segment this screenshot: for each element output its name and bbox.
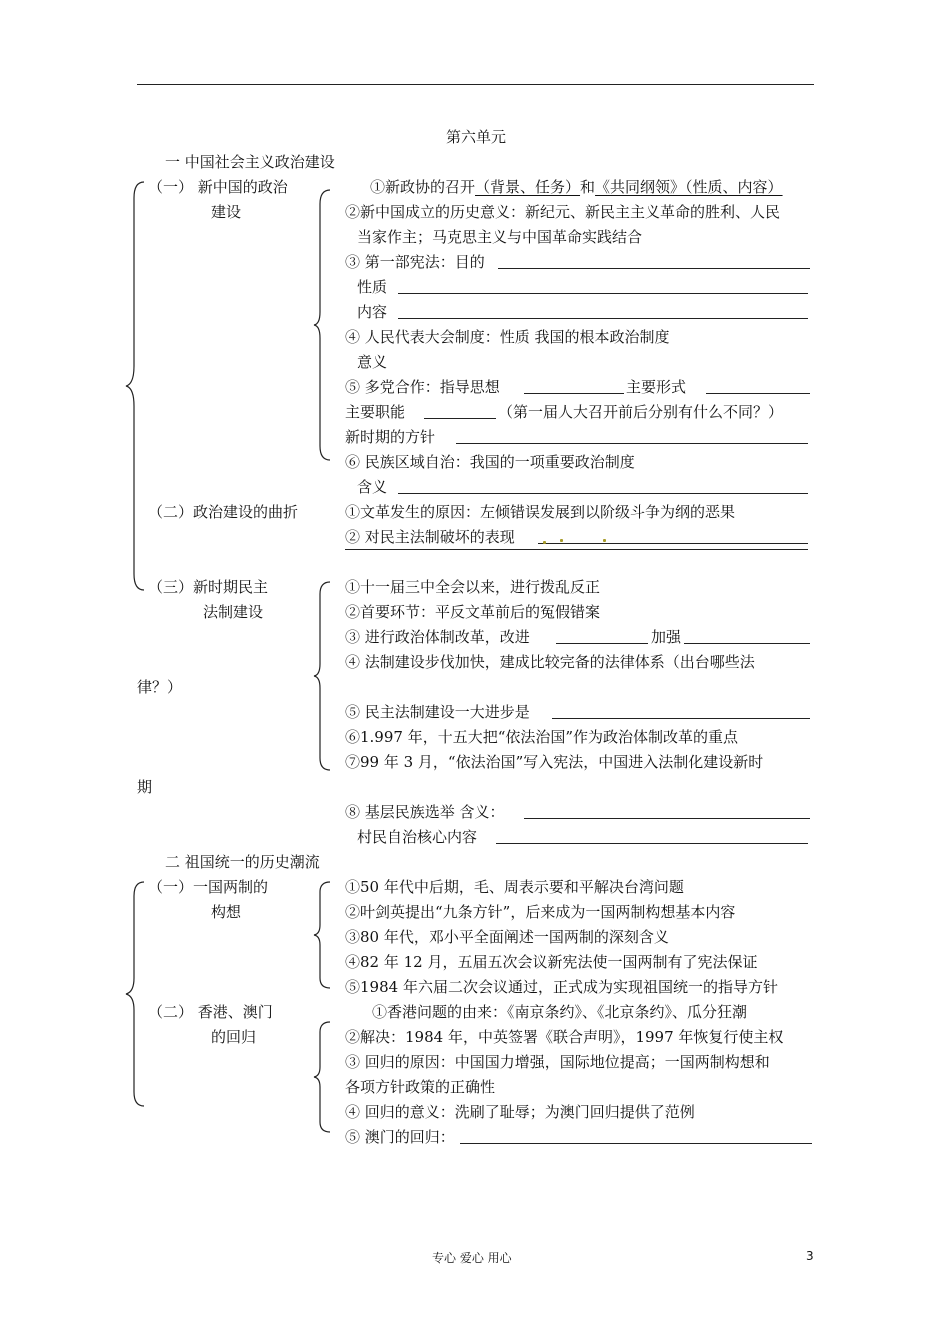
blank-main-function (424, 418, 496, 419)
mark-dot (560, 539, 563, 542)
g3-line-3b: 加强 (651, 628, 682, 646)
page-number: 3 (806, 1249, 814, 1263)
s2g1-line-2: ②叶剑英提出“九条方针”，后来成为一国两制构想基本内容 (345, 903, 736, 921)
blank-village-core (496, 843, 808, 844)
sec2-group-1-brace (312, 878, 334, 992)
g1-line-5: 性质 (357, 278, 388, 296)
blank-constitution-content (398, 318, 808, 319)
sec2-group-2-label-b: 的回归 (211, 1028, 257, 1046)
g3-line-2: ②首要环节：平反文革前后的冤假错案 (345, 603, 601, 621)
g1-line-6: 内容 (357, 303, 388, 321)
g1-line-13: 含义 (357, 478, 388, 496)
page-title: 第六单元 (446, 128, 507, 146)
blank-destruction-examples (538, 543, 808, 544)
blank-destruction-examples-2 (345, 549, 808, 550)
section-2-heading: 二 祖国统一的历史潮流 (165, 853, 320, 871)
blank-strengthen (684, 643, 810, 644)
group-3-label-b: 法制建设 (203, 603, 264, 621)
group-3-label-a: （三）新时期民主 (148, 578, 269, 596)
g1-line-2: ②新中国成立的历史意义：新纪元、新民主主义革命的胜利、人民 (345, 203, 781, 221)
s2g1-line-3: ③80 年代，邓小平全面阐述一国两制的深刻含义 (345, 928, 669, 946)
g3-line-1: ①十一届三中全会以来，进行拨乱反正 (345, 578, 601, 596)
g3-line-6: ⑥1.997 年，十五大把“依法治国”作为政治体制改革的重点 (345, 728, 739, 746)
g1-line-9a: ⑤ 多党合作：指导思想 (345, 378, 500, 396)
s2g2-line-5: ④ 回归的意义：洗刷了耻辱；为澳门回归提供了范例 (345, 1103, 695, 1121)
group-2-label: （二）政治建设的曲折 (148, 503, 299, 521)
g1-line-9b: 主要形式 (626, 378, 687, 396)
g3-line-8: ⑧ 基层民族选举 含义： (345, 803, 505, 821)
sec2-group-2-brace (312, 1018, 334, 1136)
sec2-group-2-label-a: （二） 香港、澳门 (148, 1003, 273, 1021)
g2-line-2: ② 对民主法制破坏的表现 (345, 528, 515, 546)
g2-line-1: ①文革发生的原因：左倾错误发展到以阶级斗争为纲的恶果 (345, 503, 736, 521)
blank-main-form (706, 393, 810, 394)
blank-constitution-purpose (498, 268, 810, 269)
blank-improve (556, 643, 648, 644)
g3-line-9: 村民自治核心内容 (357, 828, 478, 846)
s2g2-line-3: ③ 回归的原因：中国国力增强，国际地位提高；一国两制构想和 (345, 1053, 770, 1071)
g3-line-5: ⑤ 民主法制建设一大进步是 (345, 703, 530, 721)
g1-line-8: 意义 (357, 353, 388, 371)
blank-autonomy-meaning (398, 493, 808, 494)
blank-macau-return (460, 1143, 812, 1144)
footer-motto: 专心 爱心 用心 (432, 1251, 512, 1265)
s2g1-line-5: ⑤1984 年六届二次会议通过，正式成为实现祖国统一的指导方针 (345, 978, 778, 996)
g1-line-4: ③ 第一部宪法：目的 (345, 253, 485, 271)
section-1-brace (124, 178, 148, 594)
s2g2-line-2: ②解决：1984 年，中英签署《联合声明》，1997 年恢复行使主权 (345, 1028, 784, 1046)
mark-dot (543, 541, 546, 544)
blank-big-progress (552, 718, 810, 719)
g3-line-7-cont: 期 (137, 778, 153, 796)
g1-line-10b: （第一届人大召开前后分别有什么不同？） (498, 403, 784, 421)
g1-line-12: ⑥ 民族区域自治：我国的一项重要政治制度 (345, 453, 635, 471)
g1-line-7: ④ 人民代表大会制度：性质 我国的根本政治制度 (345, 328, 670, 346)
g1-line-11: 新时期的方针 (345, 428, 436, 446)
g3-line-7: ⑦99 年 3 月，“依法治国”写入宪法，中国进入法制化建设新时 (345, 753, 764, 771)
section-1-heading: 一 中国社会主义政治建设 (165, 153, 335, 171)
mark-dot (603, 539, 606, 542)
blank-election-meaning (524, 818, 810, 819)
g3-line-4: ④ 法制建设步伐加快，建成比较完备的法律体系（出台哪些法 (345, 653, 755, 671)
sec2-group-1-label-b: 构想 (211, 903, 242, 921)
s2g1-line-4: ④82 年 12 月，五届五次会议新宪法使一国两制有了宪法保证 (345, 953, 758, 971)
group-1-brace (312, 186, 334, 464)
group-3-brace (312, 578, 334, 774)
group-1-label-b: 建设 (211, 203, 242, 221)
group-1-label-a: （一） 新中国的政治 (148, 178, 288, 196)
s2g2-line-1: ①香港问题的由来：《南京条约》、《北京条约》、瓜分狂潮 (372, 1003, 748, 1021)
g1-line-10a: 主要职能 (345, 403, 406, 421)
blank-new-era-policy (456, 443, 808, 444)
s2g2-line-6: ⑤ 澳门的回归： (345, 1128, 455, 1146)
g3-line-3a: ③ 进行政治体制改革，改进 (345, 628, 530, 646)
s2g2-line-4: 各项方针政策的正确性 (345, 1078, 496, 1096)
section-2-brace (124, 878, 148, 1110)
blank-guiding-thought (524, 393, 624, 394)
g1-line-3: 当家作主；马克思主义与中国革命实践结合 (357, 228, 643, 246)
header-rule (137, 84, 814, 85)
blank-constitution-nature (398, 293, 808, 294)
s2g1-line-1: ①50 年代中后期，毛、周表示要和平解决台湾问题 (345, 878, 684, 896)
g3-line-4-cont: 律？） (137, 678, 183, 696)
sec2-group-1-label-a: （一）一国两制的 (148, 878, 269, 896)
g1-line-1: ①新政协的召开（背景、任务）和《共同纲领》（性质、内容） (370, 178, 783, 196)
